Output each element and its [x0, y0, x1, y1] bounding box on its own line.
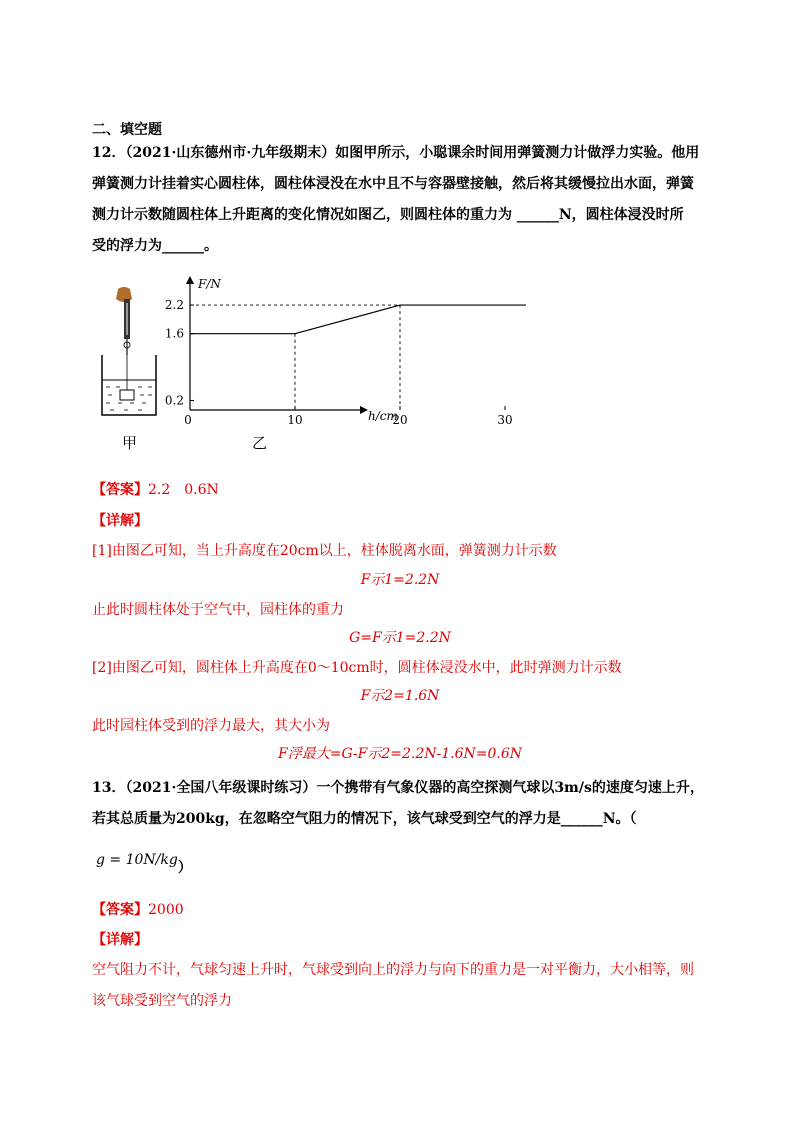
answer-value: 2.2 0.6N — [148, 482, 219, 498]
q12-answer — [92, 480, 219, 500]
y-tick-label: 0.2 — [164, 393, 184, 408]
q13-solution-1: 空气阻力不计，气球匀速上升时，气球受到向上的浮力与向下的重力是一对平衡力，大小相等，则 — [92, 962, 694, 978]
x-tick-label: 20 — [392, 413, 408, 427]
x-tick-label: 30 — [497, 413, 513, 427]
figure-jia-apparatus — [96, 285, 166, 435]
q12-equation-2: G=F示1=2.2N — [349, 630, 451, 646]
q12-line1: 12．（2021·山东德州市·九年级期末）如图甲所示，小聪课余时间用弹簧测力计做浮力实验。他用 — [92, 145, 700, 161]
y-tick-label: 1.6 — [164, 326, 184, 341]
x-tick-label: 10 — [287, 413, 303, 427]
q12-solution-2: 止此时圆柱体处于空气中，园柱体的重力 — [92, 602, 344, 618]
x-axis-arrow-icon — [360, 406, 368, 414]
y-tick-label: 2.2 — [164, 298, 184, 313]
q13-detail-tag: 【详解】 — [92, 932, 148, 948]
q13-formula — [96, 850, 192, 876]
q12-solution-1: [1]由图乙可知，当上升高度在20cm以上，柱体脱离水面，弹簧测力计示数 — [92, 543, 557, 559]
q13-solution-2: 该气球受到空气的浮力 — [92, 993, 232, 1009]
container-icon — [102, 355, 156, 415]
cylinder-icon — [120, 390, 134, 400]
formula-paren: ） — [177, 860, 192, 876]
q13-line1: 13．（2021·全国八年级课时练习）一个携带有气象仪器的高空探测气球以3m/s的速度匀速上升， — [92, 780, 704, 796]
y-axis-label: F/N — [198, 277, 221, 291]
q12-line2: 弹簧测力计挂着实心圆柱体，圆柱体浸没在水中且不与容器壁接触，然后将其缓慢拉出水面，弹簧 — [92, 176, 694, 192]
series-line — [190, 305, 526, 334]
section-title: 二、填空题 — [92, 122, 162, 138]
y-axis-arrow-icon — [186, 276, 194, 284]
answer-tag: 【答案】 — [92, 482, 148, 498]
formula-text: g = 10N/kg — [96, 852, 178, 868]
answer-tag: 【答案】 — [92, 902, 148, 918]
q12-detail-tag: 【详解】 — [92, 513, 148, 529]
q12-line3: 测力计示数随圆柱体上升距离的变化情况如图乙，则圆柱体的重力为 ______N，圆柱体浸没时所 — [92, 207, 684, 223]
figure-label-yi: 乙 — [252, 434, 268, 452]
x-axis-label: h/cm — [368, 409, 398, 423]
q12-solution-3: [2]由图乙可知，圆柱体上升高度在0～10cm时，圆柱体浸没水中，此时弹测力计示数 — [92, 660, 622, 676]
q12-equation-3: F示2=1.6N — [360, 688, 440, 704]
q13-line2: 若其总质量为200kg，在忽略空气阻力的情况下，该气球受到空气的浮力是______N。（ — [92, 811, 637, 827]
q12-line4: 受的浮力为______。 — [92, 238, 218, 254]
q12-equation-1: F示1=2.2N — [360, 572, 440, 588]
q12-solution-4: 此时园柱体受到的浮力最大，其大小为 — [92, 718, 330, 734]
answer-value: 2000 — [148, 902, 184, 918]
figure-label-jia: 甲 — [122, 434, 138, 452]
q12-equation-4: F浮最大=G-F示2=2.2N-1.6N=0.6N — [278, 746, 522, 762]
figure-yi-chart — [160, 268, 513, 443]
q13-answer — [92, 900, 184, 920]
x-tick-label: 0 — [184, 413, 192, 427]
